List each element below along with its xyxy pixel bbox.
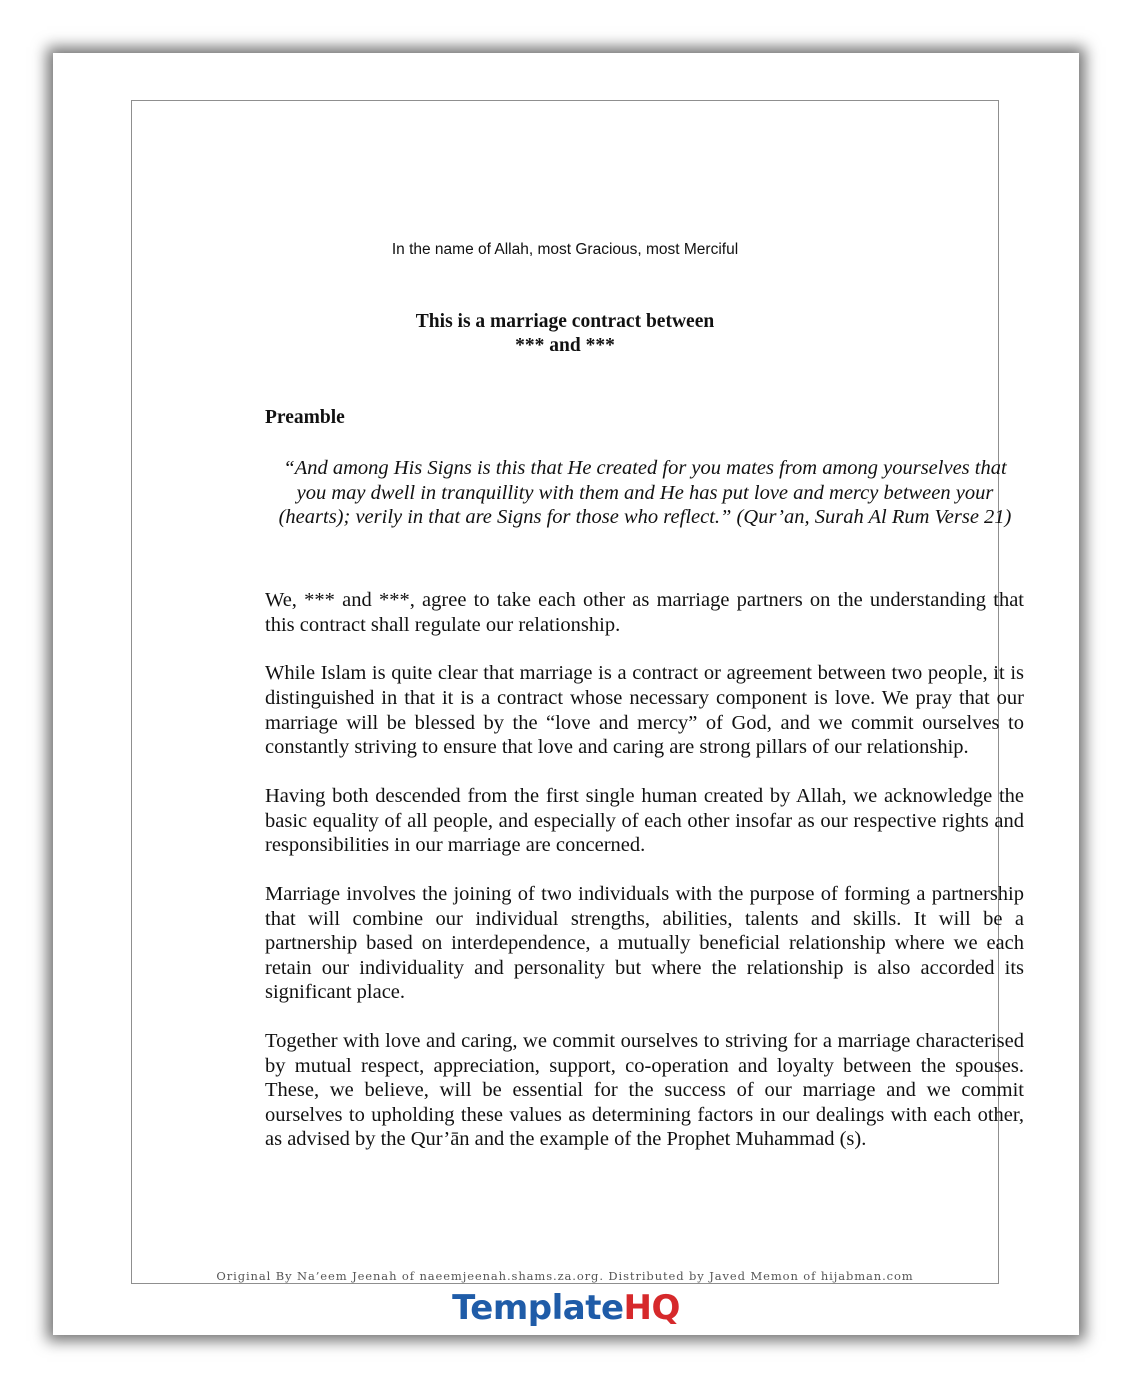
attribution-footer: Original By Na’eem Jeenah of naeemjeenah.shams.za.org. Distributed by Javed Memon of hijabman.com <box>216 1269 914 1283</box>
templatehq-logo <box>53 1286 1079 1330</box>
quran-quote: “And among His Signs is this that He created for you mates from among yourselves that you may dwell in tranquillity with them and He has put love and mercy between your (hearts); verily in that are Signs for those who reflect.” (Qur’an, Surah Al Rum Verse 21) <box>278 457 1012 529</box>
document-page <box>53 53 1079 1335</box>
logo-text-template: Template <box>452 1288 624 1328</box>
contract-title <box>132 310 998 358</box>
logo-text-hq: HQ <box>623 1288 680 1328</box>
paragraph-agreement: We, *** and ***, agree to take each other as marriage partners on the understanding that this contract shall regulate our relationship. <box>265 589 1024 636</box>
title-line-1: This is a marriage contract between <box>415 311 715 332</box>
basmala-line: In the name of Allah, most Gracious, most Merciful <box>391 241 739 258</box>
paragraph-equality: Having both descended from the first single human created by Allah, we acknowledge the basic equality of all people, and especially of each other insofar as our respective rights and responsibilities in our marriage are concerned. <box>265 784 1024 857</box>
title-line-2: *** and *** <box>515 335 615 356</box>
contract-body <box>265 588 1024 1176</box>
paragraph-partnership: Marriage involves the joining of two individuals with the purpose of forming a partnership that will combine our individual strengths, abilities, talents and skills. It will be a partnership based on interdependence, a mutually beneficial relationship where we each retain our individuality and personality but where the relationship is also accorded its significant place. <box>265 882 1024 1004</box>
section-heading-preamble: Preamble <box>265 407 345 428</box>
paragraph-love: While Islam is quite clear that marriage is a contract or agreement between two people, it is distinguished in that it is a contract whose necessary component is love. We pray that our marriage will be blessed by the “love and mercy” of God, and we commit ourselves to constantly striving to ensure that love and caring are strong pillars of our relationship. <box>265 662 1024 759</box>
paragraph-commitment: Together with love and caring, we commit ourselves to striving for a marriage characterised by mutual respect, appreciation, support, co-operation and loyalty between the spouses. These, we believe, will be essential for the success of our marriage and we commit ourselves to upholding these values as determining factors in our dealings with each other, as advised by the Qur’ān and the example of the Prophet Muhammad (s). <box>265 1030 1024 1151</box>
page-border-frame <box>131 100 1024 1284</box>
